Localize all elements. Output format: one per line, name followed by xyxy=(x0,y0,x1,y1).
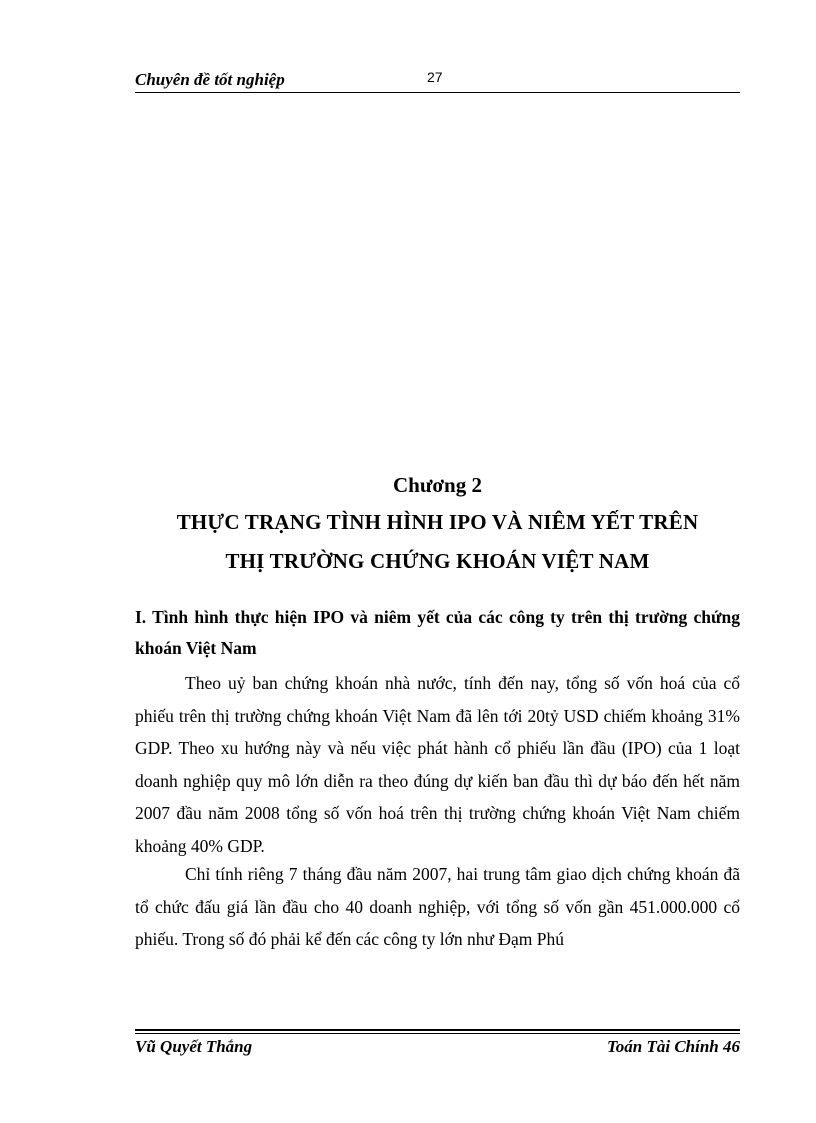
section-heading: I. Tình hình thực hiện IPO và niêm yết của các công ty trên thị trường chứng khoán Việt Nam xyxy=(135,607,740,658)
header-title: Chuyên đề tốt nghiệp xyxy=(135,70,285,89)
chapter-title-line-2: THỊ TRƯỜNG CHỨNG KHOÁN VIỆT NAM xyxy=(225,549,650,573)
page-header xyxy=(135,68,740,93)
body-paragraph: Chỉ tính riêng 7 tháng đầu năm 2007, hai trung tâm giao dịch chứng khoán đã tổ chức đấu giá lần đầu cho 40 doanh nghiệp, với tổng số vốn gần 451.000.000 cổ phiếu. Trong số đó phải kể đến các công ty lớn như Đạm Phú xyxy=(135,864,740,949)
footer-class: Toán Tài Chính 46 xyxy=(606,1037,740,1056)
chapter-title-line-1: THỰC TRẠNG TÌNH HÌNH IPO VÀ NIÊM YẾT TRÊN xyxy=(176,510,699,534)
chapter-number: Chương 2 xyxy=(392,473,482,497)
page-footer xyxy=(135,1029,740,1061)
body-paragraph: Theo uỷ ban chứng khoán nhà nước, tính đến nay, tổng số vốn hoá của cổ phiếu trên thị trường chứng khoán Việt Nam đã lên tới 20tỷ USD chiếm khoảng 31% GDP. Theo xu hướng này và nếu việc phát hành cổ phiếu lần đầu (IPO) của 1 loạt doanh nghiệp quy mô lớn diễn ra theo đúng dự kiến ban đầu thì dự báo đến hết năm 2007 đầu năm 2008 tổng số vốn hoá trên thị trường chứng khoán Việt Nam chiếm khoảng 40% GDP. xyxy=(135,673,740,856)
footer-author: Vũ Quyết Thắng xyxy=(135,1037,253,1056)
page-number: 27 xyxy=(427,69,443,85)
